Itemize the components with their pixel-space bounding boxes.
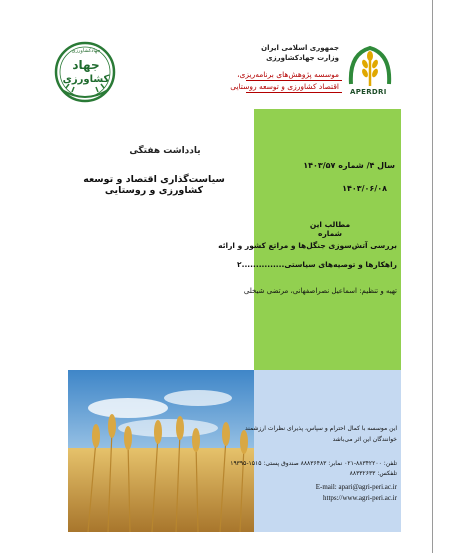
weekly-note-label: یادداشت هفتگی xyxy=(129,146,201,156)
issue-date: ۱۴۰۳/۰۶/۰۸ xyxy=(342,184,387,193)
article-title-line-2: راهکارها و توصیه‌های سیاستی...............۲ xyxy=(237,260,397,269)
ministry-line-1: جمهوری اسلامی ایران xyxy=(261,44,339,52)
aperdri-label: APERDRI xyxy=(350,88,387,96)
issue-info-panel xyxy=(254,109,401,370)
contact-message-line-1: این موسسه با کمال احترام و سپاس، پذیرای نظرات ارزشمند xyxy=(245,425,397,432)
wheat-field-image xyxy=(68,370,254,532)
contact-message-line-2: خوانندگان این اثر می‌باشد xyxy=(332,436,397,443)
institute-underline-1 xyxy=(246,80,342,81)
article-title-line-1: بررسی آتش‌سوزی جنگل‌ها و مراتع کشور و ارائه xyxy=(218,241,397,250)
jihad-logo-small-text: جهادکشاورزی xyxy=(71,48,101,54)
institute-underline-2 xyxy=(246,92,342,93)
contact-phone-line: تلفن: ۸۸۳۴۲۲۰۰-۰۲۱ نمابر: ۸۸۸۳۶۴۸۳ صندوق پستی: ۱۵۱۵-۱۹۳۹۵ xyxy=(230,460,397,467)
ministry-line-2: وزارت جهادکشاورزی xyxy=(266,54,339,62)
authors-line: تهیه و تنظیم: اسماعیل نصراصفهانی، مرتضی شیخلی xyxy=(243,287,397,295)
institute-line-2: اقتصاد کشاورزی و توسعه روستایی xyxy=(230,82,339,91)
jihad-logo-subword: کشاورزی xyxy=(62,74,110,85)
contact-email[interactable]: E-mail: apari@agri-peri.ac.ir xyxy=(315,483,397,491)
issue-number: سال ۴/ شماره ۱۴۰۳/۵۷ xyxy=(303,161,395,170)
contact-fax-line: تلفکس: ۸۸۳۳۲۶۳۳ xyxy=(349,470,397,477)
bulletin-title: سیاست‌گذاری اقتصاد و توسعه کشاورزی و روستایی xyxy=(83,174,225,196)
institute-line-1: موسسه پژوهش‌های برنامه‌ریزی، xyxy=(237,70,339,79)
contact-website[interactable]: https://www.agri-peri.ac.ir xyxy=(323,494,397,502)
contact-panel xyxy=(254,370,401,532)
jihad-logo-word: جهاد xyxy=(72,58,100,72)
page-edge-divider xyxy=(432,0,433,553)
contents-heading: مطالب این شماره xyxy=(309,220,351,238)
